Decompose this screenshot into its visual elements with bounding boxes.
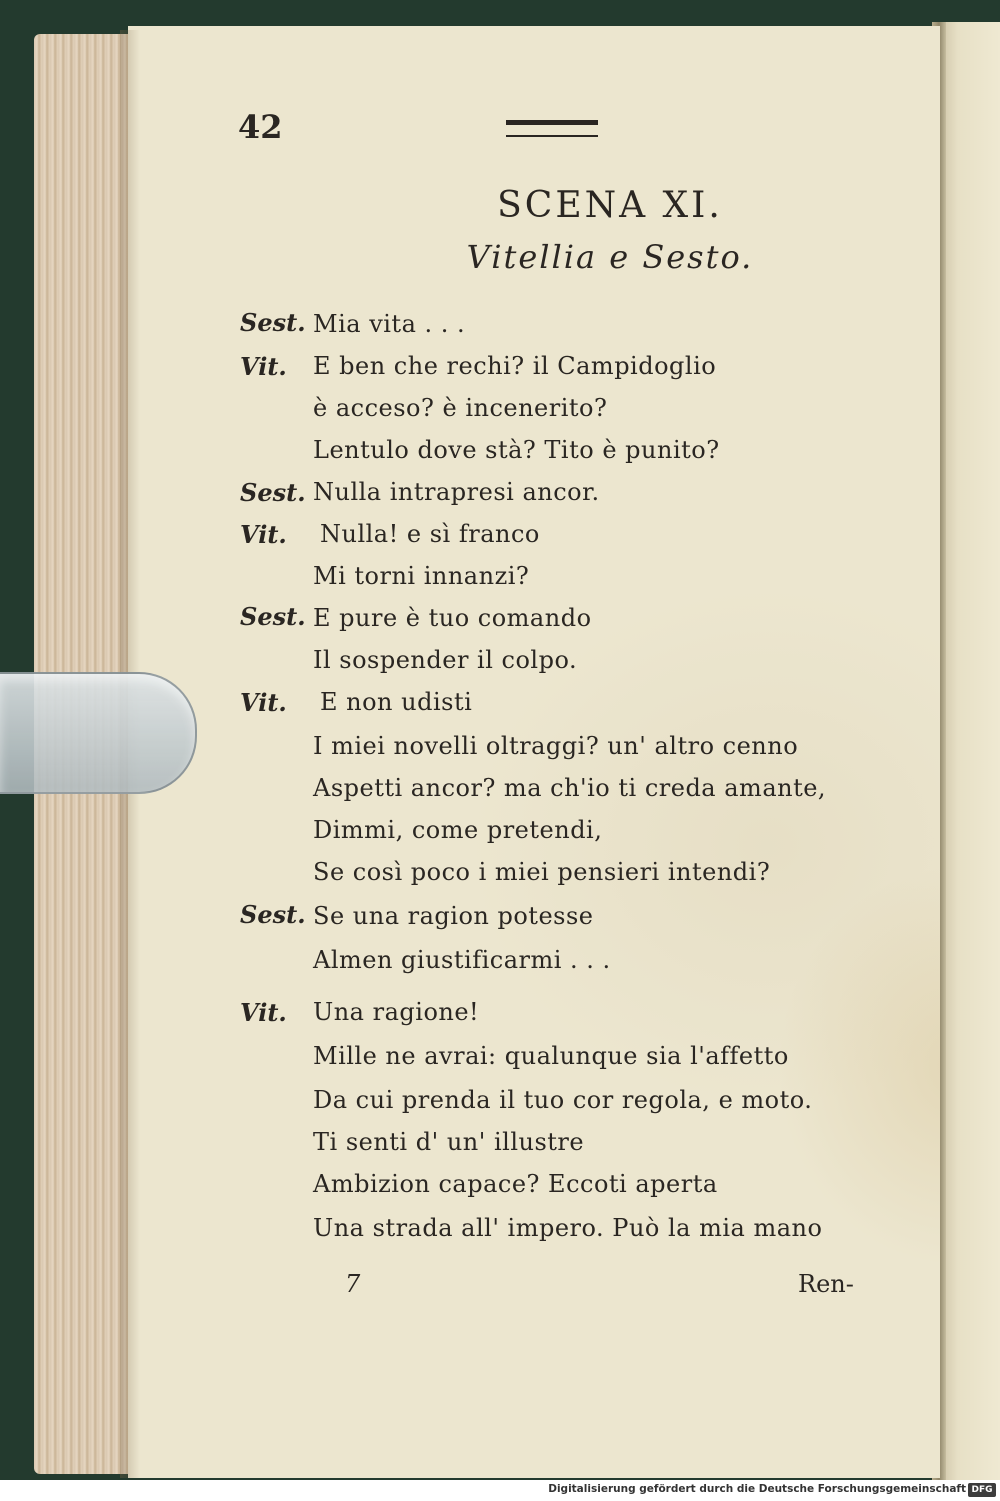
bookmark-clip xyxy=(0,672,197,794)
verse-line: Nulla! e sì franco xyxy=(320,520,540,548)
speaker-label: Sest. xyxy=(240,478,306,507)
verse-line: Nulla intrapresi ancor. xyxy=(313,478,600,506)
verse-line: Ti senti d' un' illustre xyxy=(313,1128,585,1156)
speaker-label: Vit. xyxy=(240,998,287,1027)
verse-line: Da cui prenda il tuo cor regola, e moto. xyxy=(313,1086,813,1114)
speaker-label: Vit. xyxy=(240,688,287,717)
verse-line: E ben che rechi? il Campidoglio xyxy=(313,352,717,380)
verse-line: Il sospender il colpo. xyxy=(313,646,578,674)
footer-credit: Digitalisierung gefördert durch die Deutsche Forschungsgemeinschaft xyxy=(548,1483,966,1495)
speaker-label: Sest. xyxy=(240,308,306,337)
footer-bar xyxy=(0,1480,1000,1501)
verse-line: Una strada all' impero. Può la mia mano xyxy=(313,1214,823,1242)
speaker-label: Sest. xyxy=(240,602,306,631)
verse-line: Dimmi, come pretendi, xyxy=(313,816,603,844)
verse-line: E pure è tuo comando xyxy=(313,604,592,632)
verse-line: Lentulo dove stà? Tito è punito? xyxy=(313,436,720,464)
speaker-label: Vit. xyxy=(240,352,287,381)
scene-characters: Vitellia e Sesto. xyxy=(466,238,754,276)
verse-line: Una ragione! xyxy=(313,998,480,1026)
verse-line: Mi torni innanzi? xyxy=(313,562,530,590)
verse-line: Almen giustificarmi . . . xyxy=(313,946,611,974)
verse-line: Ambizion capace? Eccoti aperta xyxy=(313,1170,718,1198)
verse-line: E non udisti xyxy=(320,688,473,716)
signature-mark: 7 xyxy=(345,1270,361,1298)
facing-page xyxy=(940,22,1000,1482)
verse-line: Mia vita . . . xyxy=(313,310,466,338)
verse-line: Aspetti ancor? ma ch'io ti creda amante, xyxy=(313,774,827,802)
catchword: Ren- xyxy=(798,1270,854,1298)
verse-line: I miei novelli oltraggi? un' altro cenno xyxy=(313,732,799,760)
page-number: 42 xyxy=(238,108,283,146)
speaker-label: Vit. xyxy=(240,520,287,549)
verse-line: Se così poco i miei pensieri intendi? xyxy=(313,858,771,886)
speaker-label: Sest. xyxy=(240,900,306,929)
dfg-logo-icon: DFG xyxy=(968,1483,996,1497)
scene-title: SCENA XI. xyxy=(497,185,723,226)
verse-line: Se una ragion potesse xyxy=(313,902,594,930)
verse-line: è acceso? è incenerito? xyxy=(313,394,608,422)
head-ornament-rule xyxy=(506,120,598,137)
verse-line: Mille ne avrai: qualunque sia l'affetto xyxy=(313,1042,789,1070)
